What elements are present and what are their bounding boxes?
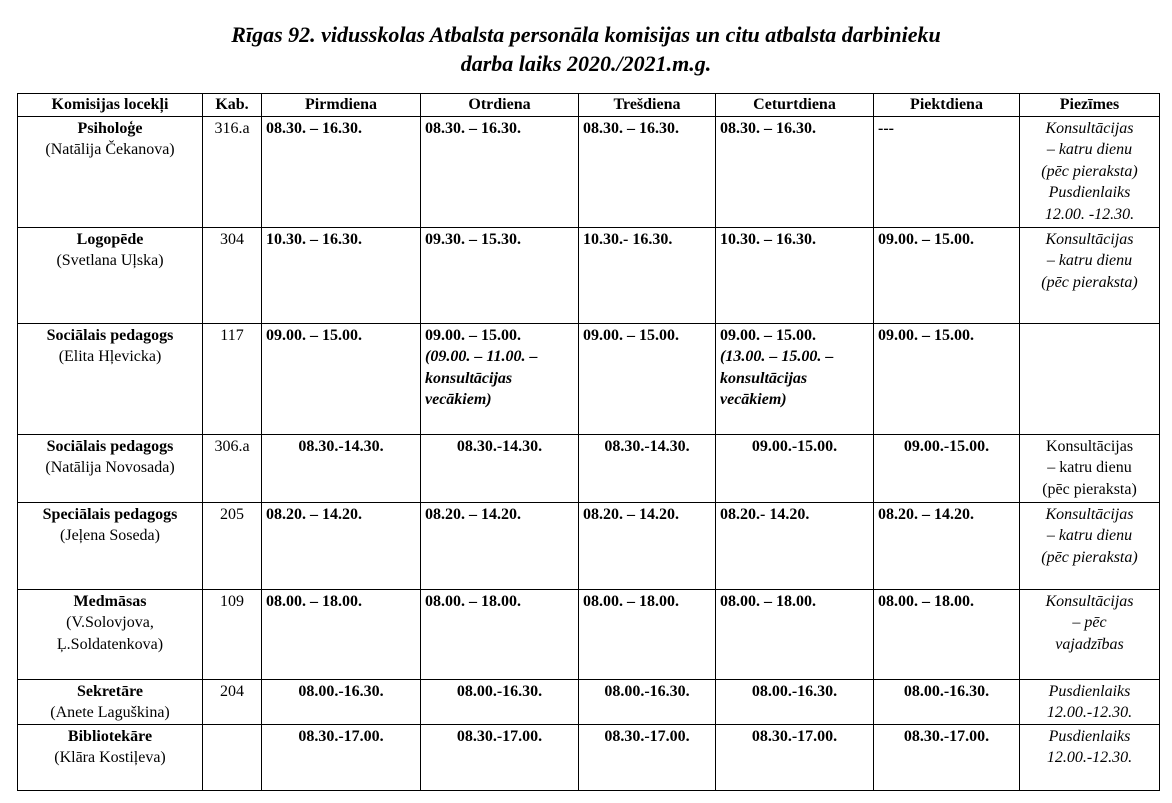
time-range: 08.00. – 18.00. (425, 592, 521, 610)
table-row (18, 724, 1160, 790)
time-range: 08.00.-16.30. (298, 682, 384, 700)
header-monday: Pirmdiena (262, 94, 421, 117)
note-line: – katru dienu (1046, 252, 1133, 269)
time-range: 08.00. – 18.00. (720, 592, 816, 610)
member-role: Psiholoģe (77, 119, 143, 137)
time-range: 09.00. – 15.00. (425, 326, 521, 344)
note-line: Konsultācijas (1045, 230, 1134, 248)
time-range: 09.00. – 15.00. (583, 326, 679, 344)
room-cell: 117 (203, 323, 262, 434)
member-cell (18, 724, 203, 790)
room-cell (203, 724, 262, 790)
time-range: 08.00.-16.30. (751, 682, 838, 700)
room-cell: 304 (203, 227, 262, 323)
time-range: --- (878, 119, 894, 137)
schedule-cell (716, 679, 874, 724)
time-range: 08.30.-14.30. (456, 437, 543, 455)
time-range: 08.20. – 14.20. (425, 505, 521, 523)
schedule-cell (421, 227, 579, 323)
schedule-cell (262, 323, 421, 434)
time-note: konsultācijas (425, 369, 513, 387)
title-line-1: Rīgas 92. vidusskolas Atbalsta personāla komisijas un citu atbalsta darbinieku (231, 22, 941, 47)
note-line: (pēc pieraksta) (1041, 548, 1138, 566)
header-friday: Piektdiena (874, 94, 1020, 117)
schedule-cell (421, 502, 579, 589)
schedule-cell (262, 227, 421, 323)
member-name: (Natālija Čekanova) (45, 141, 175, 158)
notes-cell (1020, 502, 1160, 589)
time-range: 08.30.-14.30. (298, 437, 384, 455)
time-range: 08.20. – 14.20. (266, 505, 362, 523)
schedule-cell (716, 434, 874, 502)
time-range: 08.20. – 14.20. (878, 505, 974, 523)
note-line: Pusdienlaiks (1048, 682, 1131, 700)
time-range: 08.30.-17.00. (298, 727, 384, 745)
schedule-cell (421, 724, 579, 790)
schedule-cell (716, 724, 874, 790)
note-line: 12.00.-12.30. (1046, 704, 1133, 721)
time-range: 08.00.-16.30. (903, 682, 990, 700)
table-row (18, 227, 1160, 323)
time-note: (09.00. – 11.00. – (425, 348, 538, 365)
table-row (18, 434, 1160, 502)
schedule-cell (579, 589, 716, 679)
note-line: Konsultācijas (1045, 437, 1134, 455)
time-range: 08.00. – 18.00. (878, 592, 974, 610)
member-role: Sekretāre (76, 682, 144, 700)
member-role: Sociālais pedagogs (46, 437, 174, 455)
member-role: Logopēde (76, 230, 144, 248)
member-cell (18, 116, 203, 227)
time-range: 08.30.-17.00. (903, 727, 990, 745)
title-line-2: darba laiks 2020./2021.m.g. (460, 51, 712, 76)
schedule-cell (579, 227, 716, 323)
schedule-cell (874, 227, 1020, 323)
room-cell: 306.a (203, 434, 262, 502)
time-range: 08.30.-17.00. (456, 727, 543, 745)
time-note: vecākiem) (720, 391, 787, 408)
header-row (18, 94, 1160, 117)
room-cell: 316.a (203, 116, 262, 227)
schedule-cell (262, 724, 421, 790)
member-cell (18, 323, 203, 434)
note-line: Pusdienlaiks (1048, 184, 1131, 201)
notes-cell (1020, 116, 1160, 227)
document-title (0, 20, 1172, 78)
time-range: 09.00. – 15.00. (878, 326, 974, 344)
schedule-cell (262, 434, 421, 502)
member-cell (18, 227, 203, 323)
time-range: 08.20.- 14.20. (720, 505, 810, 523)
time-range: 08.00.-16.30. (604, 682, 690, 700)
note-line: – katru dienu (1046, 141, 1133, 158)
room-cell: 109 (203, 589, 262, 679)
member-role: Medmāsas (73, 592, 147, 610)
header-notes: Piezīmes (1020, 94, 1160, 117)
time-range: 09.00. – 15.00. (720, 326, 816, 344)
member-name: (Svetlana Uļska) (56, 252, 164, 269)
notes-cell (1020, 589, 1160, 679)
member-role: Speciālais pedagogs (42, 505, 178, 523)
schedule-cell (421, 116, 579, 227)
schedule-cell (874, 323, 1020, 434)
note-line: – katru dienu (1047, 459, 1132, 476)
header-thursday: Ceturtdiena (716, 94, 874, 117)
room-cell: 204 (203, 679, 262, 724)
time-range: 08.30.-17.00. (604, 727, 690, 745)
schedule-cell (421, 434, 579, 502)
header-room: Kab. (203, 94, 262, 117)
member-cell (18, 589, 203, 679)
time-range: 08.00. – 18.00. (266, 592, 362, 610)
schedule-cell (579, 116, 716, 227)
time-note: (13.00. – 15.00. – (720, 348, 834, 365)
room-cell: 205 (203, 502, 262, 589)
schedule-cell (716, 502, 874, 589)
schedule-cell (716, 589, 874, 679)
member-role: Bibliotekāre (67, 727, 153, 745)
note-line: (pēc pieraksta) (1041, 273, 1138, 291)
note-line: – pēc (1072, 614, 1107, 631)
member-cell (18, 434, 203, 502)
schedule-cell (874, 724, 1020, 790)
member-name: Ļ.Soldatenkova) (56, 635, 164, 653)
schedule-table (17, 93, 1160, 791)
notes-cell (1020, 679, 1160, 724)
note-line: 12.00. -12.30. (1044, 205, 1135, 223)
member-name: (Klāra Kostiļeva) (54, 749, 166, 766)
schedule-cell (579, 502, 716, 589)
schedule-cell (579, 724, 716, 790)
time-note: konsultācijas (720, 369, 808, 387)
time-range: 08.30.-17.00. (751, 727, 838, 745)
schedule-cell (874, 589, 1020, 679)
schedule-cell (874, 502, 1020, 589)
table-row (18, 502, 1160, 589)
note-line: Konsultācijas (1045, 592, 1134, 610)
schedule-cell (874, 434, 1020, 502)
note-line: Konsultācijas (1045, 505, 1134, 523)
table-row (18, 323, 1160, 434)
note-line: (pēc pieraksta) (1042, 480, 1137, 498)
note-line: vajadzības (1055, 635, 1124, 653)
member-name: (Anete Laguškina) (50, 704, 170, 721)
note-line: – katru dienu (1046, 527, 1133, 544)
schedule-cell (262, 679, 421, 724)
schedule-cell (262, 589, 421, 679)
notes-cell (1020, 227, 1160, 323)
time-range: 09.30. – 15.30. (425, 230, 521, 248)
schedule-cell (421, 589, 579, 679)
time-range: 08.30. – 16.30. (720, 119, 816, 137)
member-name: (Natālija Novosada) (45, 459, 175, 476)
table-row (18, 116, 1160, 227)
schedule-cell (579, 323, 716, 434)
header-wednesday: Trešdiena (579, 94, 716, 117)
schedule-cell (421, 323, 579, 434)
notes-cell (1020, 323, 1160, 434)
schedule-cell (421, 679, 579, 724)
schedule-cell (262, 116, 421, 227)
member-name: (Elita Hļevicka) (58, 348, 162, 365)
header-members: Komisijas locekļi (18, 94, 203, 117)
note-line: Pusdienlaiks (1048, 727, 1131, 745)
time-range: 09.00. – 15.00. (266, 326, 362, 344)
time-range: 08.00.-16.30. (456, 682, 543, 700)
member-role: Sociālais pedagogs (46, 326, 174, 344)
schedule-cell (579, 679, 716, 724)
member-name: (V.Solovjova, (66, 614, 154, 631)
time-note: vecākiem) (425, 391, 492, 408)
notes-cell (1020, 724, 1160, 790)
table-row (18, 679, 1160, 724)
time-range: 08.30. – 16.30. (425, 119, 521, 137)
header-tuesday: Otrdiena (421, 94, 579, 117)
schedule-cell (874, 679, 1020, 724)
time-range: 08.00. – 18.00. (583, 592, 679, 610)
schedule-cell (716, 323, 874, 434)
time-range: 10.30.- 16.30. (583, 230, 673, 248)
time-range: 08.30. – 16.30. (583, 119, 679, 137)
time-range: 09.00. – 15.00. (878, 230, 974, 248)
time-range: 09.00.-15.00. (903, 437, 990, 455)
member-cell (18, 679, 203, 724)
notes-cell (1020, 434, 1160, 502)
member-cell (18, 502, 203, 589)
table-row (18, 589, 1160, 679)
time-range: 08.30. – 16.30. (266, 119, 362, 137)
note-line: (pēc pieraksta) (1041, 162, 1138, 180)
time-range: 08.20. – 14.20. (583, 505, 679, 523)
schedule-cell (874, 116, 1020, 227)
time-range: 10.30. – 16.30. (266, 230, 362, 248)
schedule-cell (262, 502, 421, 589)
time-range: 09.00.-15.00. (751, 437, 838, 455)
time-range: 10.30. – 16.30. (720, 230, 816, 248)
member-name: (Jeļena Soseda) (60, 527, 160, 544)
note-line: Konsultācijas (1045, 119, 1134, 137)
schedule-cell (716, 116, 874, 227)
time-range: 08.30.-14.30. (604, 437, 690, 455)
schedule-cell (579, 434, 716, 502)
note-line: 12.00.-12.30. (1046, 749, 1133, 766)
schedule-cell (716, 227, 874, 323)
